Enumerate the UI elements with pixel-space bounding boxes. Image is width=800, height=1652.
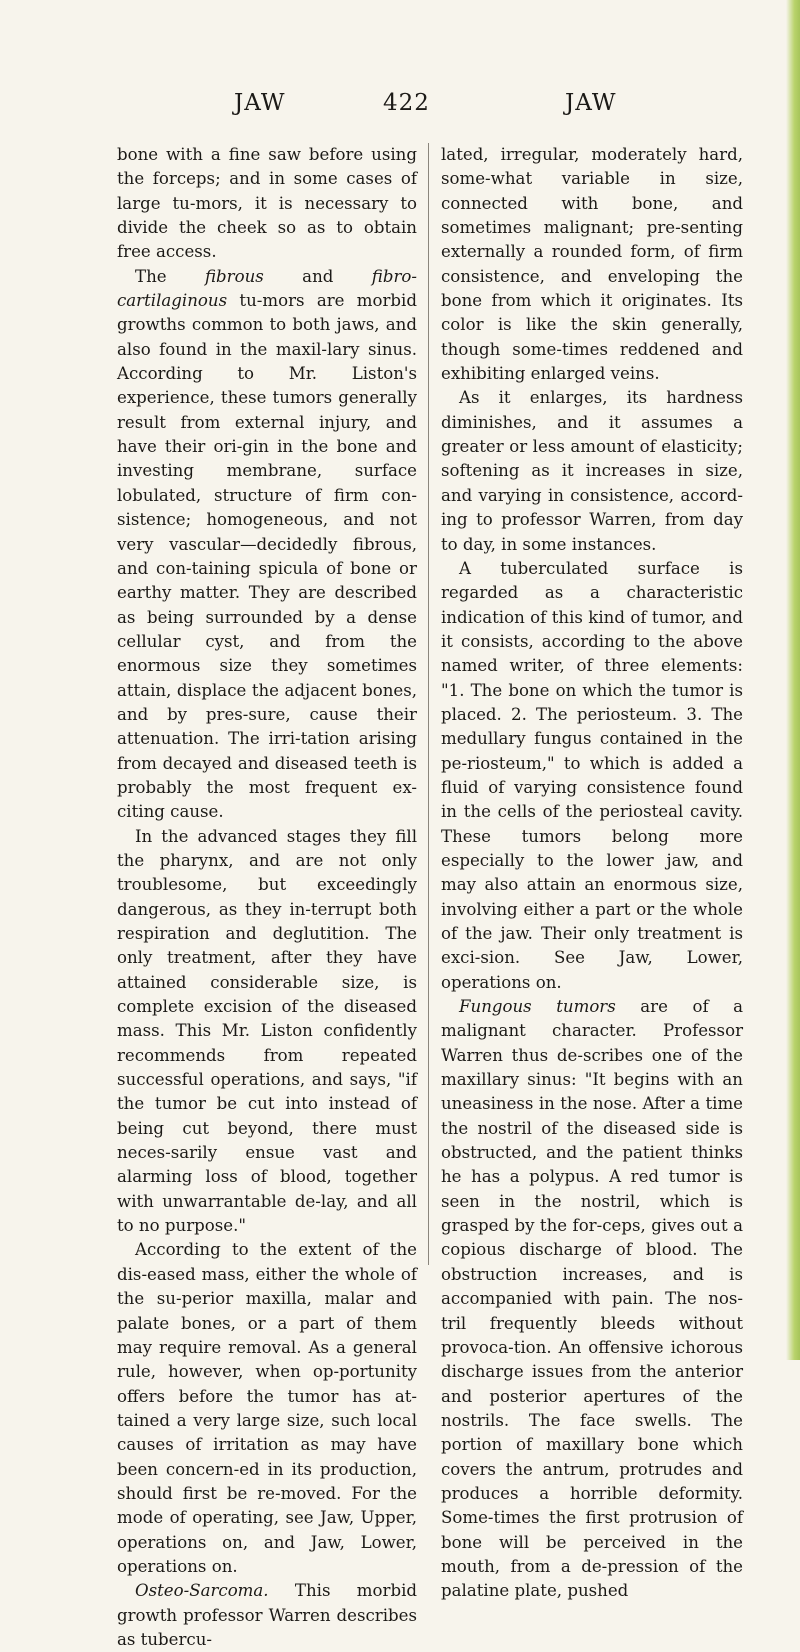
text-run: The [135,266,205,286]
italic-term: fibro-cartilaginous [117,266,417,311]
italic-term: Fungous tumors [459,997,616,1017]
paragraph [441,995,743,1604]
right-column [441,143,743,1604]
left-column [117,143,417,1652]
italic-term: fibrous [204,266,264,286]
text-run: are of a malignant character. Professor Warren thus de-scribes one of the maxillary sinus: "It begins with an uneasiness in the nose. After a time the nostril of the diseased side is obstructed, and the patient thinks he has a polypus. A red tumor is seen in the nostril, which is grasped by the for-ceps, gives out a copious discharge of blood. The obstruction increases, and is accompanied with pain. The nos-tril frequently bleeds without provoca-tion. An offensive ichorous discharge issues from the anterior and posterior apertures of the nostrils. The face swells. The portion of maxillary bone which covers the antrum, protrudes and produces a horrible deformity. Some-times the first protrusion of bone will be perceived in the mouth, from a de-pression of the palatine plate, pushed [441,997,743,1601]
text-run: tu-mors are morbid growths common to both jaws, and also found in the maxil-lary sinus. According to Mr. Liston's experience, these tumors generally result from external injury, and have their ori-gin in the bone and investing membrane, surface lobulated, structure of firm con-sistence; homogeneous, and not very vascular—decidedly fibrous, and con-taining spicula of bone or earthy matter. They are described as being surrounded by a dense cellular cyst, and from the enormous size they sometimes attain, displace the adjacent bones, and by pres-sure, cause their attenuation. The irri-tation arising from decayed and diseased teeth is probably the most frequent ex-citing cause. [117,291,417,822]
paragraph [117,1579,417,1652]
paragraph [117,265,417,825]
page-number: 422 [383,90,430,116]
text-run: This morbid growth professor Warren describes as tubercu- [117,1581,417,1649]
paragraph: bone with a fine saw before using the forceps; and in some cases of large tu-mors, it is necessary to divide the cheek so as to obtain free access. [117,145,417,262]
page-edge-tab [786,0,800,1360]
running-header [0,90,800,124]
paragraph: A tuberculated surface is regarded as a characteristic indication of this kind of tumor, and it consists, according to the above named writer, of three elements: "1. The bone on which the tumor is placed. 2. The periosteum. 3. The medullary fungus contained in the pe-riosteum," to which is added a fluid of varying consistence found in the cells of the periosteal cavity. These tumors belong more especially to the lower jaw, and may also attain an enormous size, involving either a part or the whole of the jaw. Their only treatment is exci-sion. See Jaw, Lower, operations on. [441,558,743,992]
column-divider [428,143,429,1265]
text-run: and [263,266,372,286]
paragraph: In the advanced stages they fill the pharynx, and are not only troublesome, but exceedingly dangerous, as they in-terrupt both respiration and deglutition. The only treatment, after they have attained considerable size, is complete excision of the diseased mass. This Mr. Liston confidently recommends from repeated successful operations, and says, "if the tumor be cut into instead of being cut beyond, there must neces-sarily ensue vast and alarming loss of blood, together with unwarrantable de-lay, and all to no purpose." [117,826,417,1236]
header-left-word: JAW [234,90,286,116]
paragraph: According to the extent of the dis-eased mass, either the whole of the su-perior maxilla, malar and palate bones, or a part of them may require removal. As a general rule, however, when op-portunity offers before the tumor has at-tained a very large size, such local causes of irritation as may have been concern-ed in its production, should first be re-moved. For the mode of operating, see Jaw, Upper, operations on, and Jaw, Lower, operations on. [117,1240,417,1576]
header-right-word: JAW [565,90,617,116]
paragraph: As it enlarges, its hardness diminishes, and it assumes a greater or less amount of elasticity; softening as it increases in size, and varying in consistence, accord-ing to professor Warren, from day to day, in some instances. [441,388,743,554]
italic-term: Osteo-Sarcoma. [135,1581,269,1601]
paragraph: lated, irregular, moderately hard, some-what variable in size, connected with bone, and sometimes malignant; pre-senting externally a rounded form, of firm consistence, and enveloping the bone from which it originates. Its color is like the skin generally, though some-times reddened and exhibiting enlarged veins. [441,145,743,384]
